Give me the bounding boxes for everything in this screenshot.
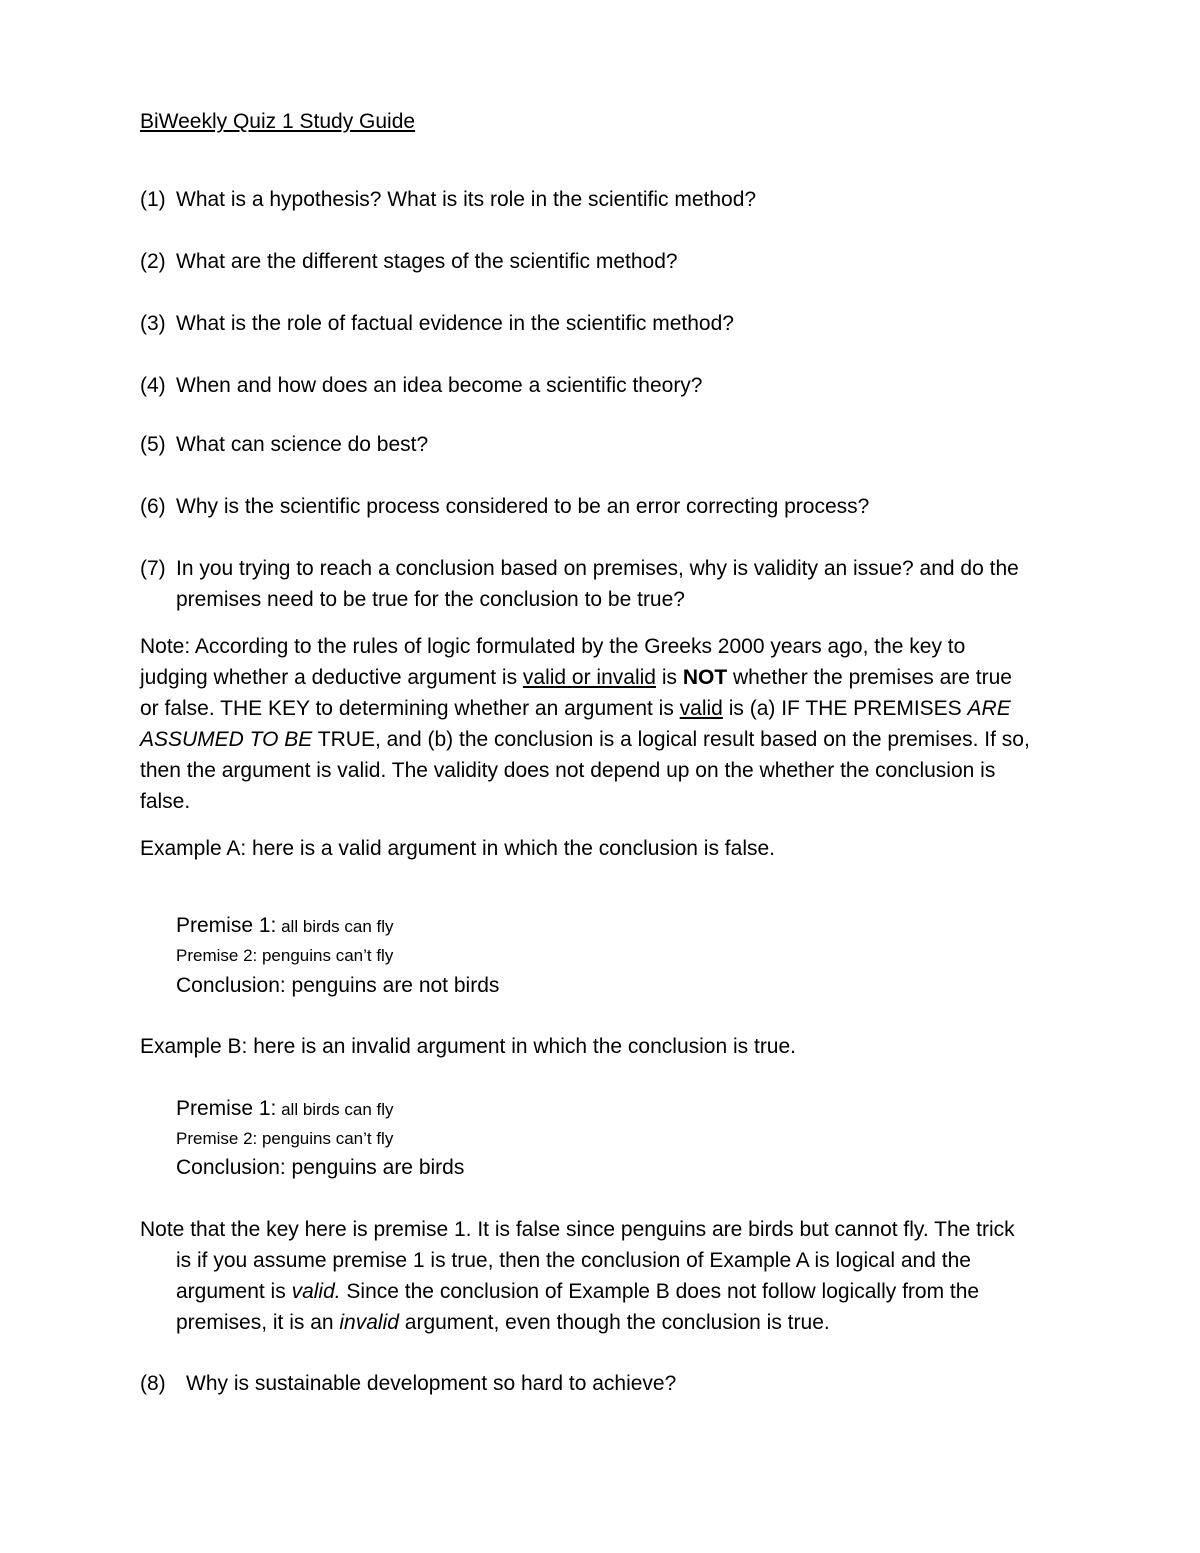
note-line: Note: According to the rules of logic formulated by the Greeks 2000 years ago, the key to — [140, 635, 966, 658]
italic-phrase: ASSUMED TO BE — [140, 728, 313, 751]
note-text: whether the premises are true — [727, 666, 1012, 689]
premise-1 — [176, 910, 394, 942]
question-number: (7) — [140, 557, 166, 580]
question-text: When and how does an idea become a scientific theory? — [176, 374, 703, 397]
question-text: What is a hypothesis? What is its role in the scientific method? — [176, 188, 757, 211]
example-intro: Example A: here is a valid argument in which the conclusion is false. — [140, 837, 775, 860]
premise-label: Premise 1: — [176, 914, 277, 937]
conclusion: Conclusion: penguins are not birds — [176, 974, 500, 997]
question-text-continued: premises need to be true for the conclusion to be true? — [176, 588, 685, 611]
note-text: premises, it is an — [176, 1311, 340, 1334]
premise-1 — [176, 1093, 394, 1125]
note-text: argument is — [176, 1280, 292, 1303]
italic-word: invalid — [339, 1311, 399, 1334]
question-number: (8) — [140, 1372, 166, 1395]
note-text: Since the conclusion of Example B does not follow logically from the — [340, 1280, 980, 1303]
question-text: Why is the scientific process considered to be an error correcting process? — [176, 495, 870, 518]
underlined-phrase: valid or invalid — [522, 666, 656, 689]
question-number: (1) — [140, 188, 166, 211]
note-line — [140, 724, 1030, 755]
italic-word: valid. — [291, 1280, 341, 1303]
note-line: Note that the key here is premise 1. It is false since penguins are birds but cannot fly. The trick — [140, 1218, 1015, 1241]
question-text: In you trying to reach a conclusion based on premises, why is validity an issue? and do the — [176, 557, 1019, 580]
underlined-word: valid — [679, 697, 723, 720]
question-number: (4) — [140, 374, 166, 397]
question-number: (2) — [140, 250, 166, 273]
example-intro: Example B: here is an invalid argument in which the conclusion is true. — [140, 1035, 797, 1058]
question-text: What can science do best? — [176, 433, 429, 456]
note-line: then the argument is valid. The validity does not depend up on the whether the conclusion is — [140, 759, 996, 782]
note-line — [176, 1307, 830, 1338]
bold-word: NOT — [682, 666, 728, 689]
document-title: BiWeekly Quiz 1 Study Guide — [140, 110, 416, 133]
premise-2: Premise 2: penguins can’t fly — [176, 946, 394, 965]
premise-label: Premise 1: — [176, 1097, 277, 1120]
conclusion: Conclusion: penguins are birds — [176, 1156, 465, 1179]
note-text: judging whether a deductive argument is — [140, 666, 523, 689]
premise-text: all birds can fly — [276, 917, 394, 936]
note-text: argument, even though the conclusion is true. — [398, 1311, 830, 1334]
note-text: is (a) IF THE PREMISES — [722, 697, 968, 720]
note-text: is — [655, 666, 683, 689]
note-line — [140, 662, 1012, 693]
question-text: Why is sustainable development so hard to achieve? — [186, 1372, 677, 1395]
note-line: false. — [140, 790, 191, 813]
note-text: or false. THE KEY to determining whether an argument is — [140, 697, 680, 720]
question-number: (3) — [140, 312, 166, 335]
question-number: (5) — [140, 433, 166, 456]
premise-text: all birds can fly — [276, 1100, 394, 1119]
premise-2: Premise 2: penguins can’t fly — [176, 1129, 394, 1148]
note-text: TRUE, and (b) the conclusion is a logical result based on the premises. If so, — [312, 728, 1030, 751]
note-line: is if you assume premise 1 is true, then the conclusion of Example A is logical and the — [176, 1249, 971, 1272]
note-line — [140, 693, 1011, 724]
question-text: What is the role of factual evidence in the scientific method? — [176, 312, 734, 335]
question-text: What are the different stages of the scientific method? — [176, 250, 678, 273]
italic-word: ARE — [967, 697, 1011, 720]
note-line — [176, 1276, 979, 1307]
question-number: (6) — [140, 495, 166, 518]
